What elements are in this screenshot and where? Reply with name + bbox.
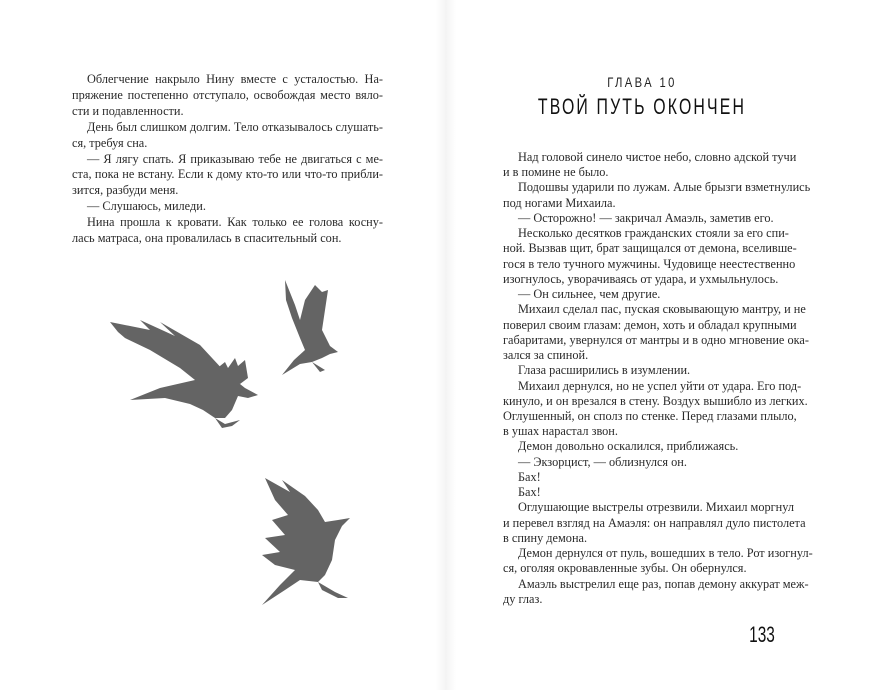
paragraph: [503, 287, 781, 302]
paragraph: [503, 455, 781, 470]
text-line: и перевел взгляд на Амаэля: он направлял дуло пистолета: [503, 515, 806, 530]
chapter-label: ГЛАВА 10: [607, 74, 677, 90]
text-line: кинуло, и он врезался в стену. Воздух вышибло из легких.: [503, 393, 808, 408]
text-line: поверил своим глазам: демон, хоть и обладал крупными: [503, 317, 797, 332]
text-line: Оглушающие выстрелы отрезвили. Михаил моргнул: [518, 500, 794, 515]
text-line: Облегчение накрыло Нину вместе с усталостью. На-: [87, 72, 383, 86]
text-line: Оглушенный, он сполз по стенке. Перед глазами плыло,: [503, 408, 797, 423]
paragraph: [503, 439, 781, 454]
text-line: — Слушаюсь, миледи.: [87, 199, 206, 214]
paragraph: [503, 150, 797, 180]
paragraph: [503, 500, 806, 546]
paragraph: [503, 211, 781, 226]
text-line: Над головой синело чистое небо, словно адской тучи: [518, 150, 797, 164]
text-line: зался за спиной.: [503, 348, 589, 363]
paragraph: [503, 226, 797, 287]
text-line: Демон дернулся от пуль, вошедших в тело. Рот изогнул-: [518, 546, 813, 561]
text-line: изогнулось, уворачиваясь от удара, и ухмыльнулось.: [503, 271, 779, 286]
chapter-title: ТВОЙ ПУТЬ ОКОНЧЕН: [537, 94, 747, 119]
text-line: Демон довольно оскалился, приближаясь.: [518, 439, 739, 454]
crow-large-icon: [110, 320, 258, 428]
paragraph: [503, 470, 781, 485]
text-line: ной. Вызвав щит, брат защищался от демона, вселивше-: [503, 241, 797, 256]
text-line: в ушах нарастал звон.: [503, 424, 618, 439]
text-line: День был слишком долгим. Тело отказывалось слушать-: [87, 119, 383, 134]
text-line: — Осторожно! — закричал Амаэль, заметив его.: [518, 210, 774, 225]
text-line: — Он сильнее, чем другие.: [518, 287, 661, 302]
text-line: ся, требуя сна.: [72, 135, 148, 150]
paragraph: [503, 485, 781, 500]
right-page-text: [503, 150, 813, 607]
text-line: Подошвы ударили по лужам. Алые брызги взметнулись: [518, 180, 811, 195]
text-line: Михаил сделал пас, пуская сковывающую мантру, и не: [518, 302, 806, 317]
paragraph: [503, 546, 813, 576]
text-line: Михаил дернулся, но не успел уйти от удара. Его под-: [518, 378, 802, 393]
text-line: под ногами Михаила.: [503, 195, 616, 210]
paragraph: [503, 576, 809, 607]
text-line: — Я лягу спать. Я приказываю тебе не двигаться с ме-: [87, 151, 383, 166]
text-line: Несколько десятков гражданских стояли за его спи-: [518, 226, 789, 241]
crow-lower-icon: [262, 478, 350, 605]
paragraph: [503, 302, 809, 363]
text-line: лась матраса, она провалилась в спасительный сон.: [72, 231, 342, 246]
text-line: ду глаз.: [503, 591, 543, 606]
text-line: в спину демона.: [503, 530, 588, 545]
text-line: Бах!: [518, 469, 541, 484]
text-line: гося в тело тучного мужчины. Чудовище неестественно: [503, 256, 796, 271]
text-line: Амаэль выстрелил еще раз, попав демону аккурат меж-: [518, 576, 809, 591]
text-line: — Экзорцист, — облизнулся он.: [518, 454, 687, 469]
paragraph: [503, 363, 781, 378]
page-number: 133: [749, 622, 775, 647]
text-line: Глаза расширились в изумлении.: [518, 363, 691, 378]
text-line: ся, оголяя окровавленные зубы. Он обернулся.: [503, 561, 747, 576]
text-line: габаритами, увернулся от мантры и в одно мгновение ока-: [503, 332, 809, 347]
text-line: сти и подавленности.: [72, 103, 184, 118]
paragraph: [503, 378, 808, 440]
text-line: Нина прошла к кровати. Как только ее голова косну-: [87, 215, 383, 230]
text-line: ста, пока не встану. Если к дому кто-то или что-то прибли-: [72, 167, 383, 182]
text-line: пряжение постепенно отступало, освобождая место вяло-: [72, 87, 383, 102]
crow-upper-icon: [282, 280, 338, 375]
text-line: зится, разбуди меня.: [72, 183, 179, 198]
paragraph: [503, 180, 811, 210]
text-line: и в помине не было.: [503, 165, 609, 180]
text-line: Бах!: [518, 485, 541, 500]
